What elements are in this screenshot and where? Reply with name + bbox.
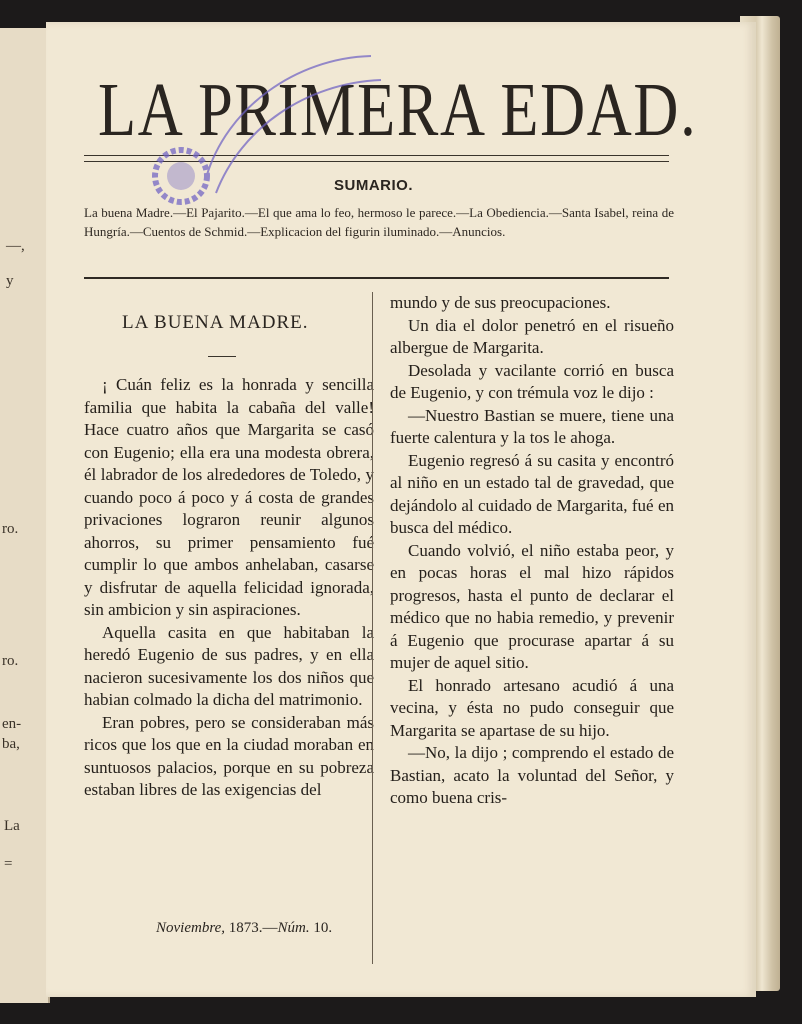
footer-num-label: Núm. xyxy=(277,920,310,936)
left-page-fragment: La xyxy=(4,818,20,834)
footer-num: 10. xyxy=(313,920,333,936)
paragraph: Aquella casita en que habitaban la heredó Eugenio de sus padres, y en ella nacieron sucesivamente los dos niños que habian colmado la dicha del matrimonio. xyxy=(84,622,374,709)
left-page-fragment: ro. xyxy=(2,653,19,669)
footer-month: Noviembre, xyxy=(156,920,226,936)
left-page-fragment: en- xyxy=(2,716,22,732)
article-title: LA BUENA MADRE. xyxy=(122,312,309,333)
masthead-title: LA PRIMERA EDAD. xyxy=(98,68,698,152)
paragraph: Cuando volvió, el niño estaba peor, y en pocas horas el mal hizo rápidos progresos, hasta el punto de declarar el médico que no habia remedio, y prevenir á Eugenio que procurase apartar á su mujer de aquel sitio. xyxy=(390,540,674,672)
left-page-fragment: = xyxy=(4,856,13,872)
paragraph: ¡ Cuán feliz es la honrada y sencilla familia que habita la cabaña del valle! Hace cuatro años que Margarita se casó con Eugenio; ella era una modesta obrera, él labrador de los alrededores de Toledo, y cuando poco á poco y á costa de grandes privaciones lograron reunir algunos ahorros, su primer pensamiento fué cumplir lo que ambos anhelaban, casarse y disfrutar de aquella felicidad ignorada, sin ambicion y sin aspiraciones. xyxy=(84,375,374,619)
paragraph: —Nuestro Bastian se muere, tiene una fuerte calentura y la tos le ahoga. xyxy=(390,405,674,447)
article-left-column xyxy=(84,374,374,802)
paragraph: Desolada y vacilante corrió en busca de Eugenio, y con trémula voz le dijo : xyxy=(390,360,674,402)
title-rule xyxy=(208,356,236,357)
left-page-fragment: ba, xyxy=(2,736,20,752)
left-page-fragment: —, xyxy=(6,238,25,254)
masthead-rule xyxy=(84,155,669,162)
paragraph: Eugenio regresó á su casita y encontró al niño en un estado tal de gravedad, que dejándolo al cuidado de Margarita, fué en busca del médico. xyxy=(390,450,674,537)
paragraph: Un dia el dolor penetró en el risueño albergue de Margarita. xyxy=(390,315,674,357)
article-right-column xyxy=(390,292,674,810)
sumario-rule xyxy=(84,277,669,279)
paragraph: Eran pobres, pero se consideraban más ricos que los que en la ciudad moraban en suntuosos palacios, porque en su pobreza estaban libres de las exigencias del xyxy=(84,712,374,799)
left-page-edge xyxy=(0,28,50,1003)
footer-year: 1873.— xyxy=(228,920,278,936)
paragraph: mundo y de sus preocupaciones. xyxy=(390,293,611,312)
column-divider xyxy=(372,292,373,964)
left-page-fragment: ro. xyxy=(2,521,19,537)
left-page-fragment: y xyxy=(6,273,14,289)
sumario-heading: SUMARIO. xyxy=(334,177,413,194)
issue-footer xyxy=(156,920,332,937)
sumario-text: La buena Madre.—El Pajarito.—El que ama lo feo, hermoso le parece.—La Obediencia.—Santa Isabel, reina de Hungría.—Cuentos de Schmid.—Explicacion del figurin iluminado.—Anuncios. xyxy=(84,205,674,239)
document-page xyxy=(46,22,756,997)
paragraph: —No, la dijo ; comprendo el estado de Bastian, acato la voluntad del Señor, y como buena cris- xyxy=(390,743,674,807)
paragraph: El honrado artesano acudió á una vecina, y ésta no pudo conseguir que Margarita se apartase de su hijo. xyxy=(390,675,674,740)
